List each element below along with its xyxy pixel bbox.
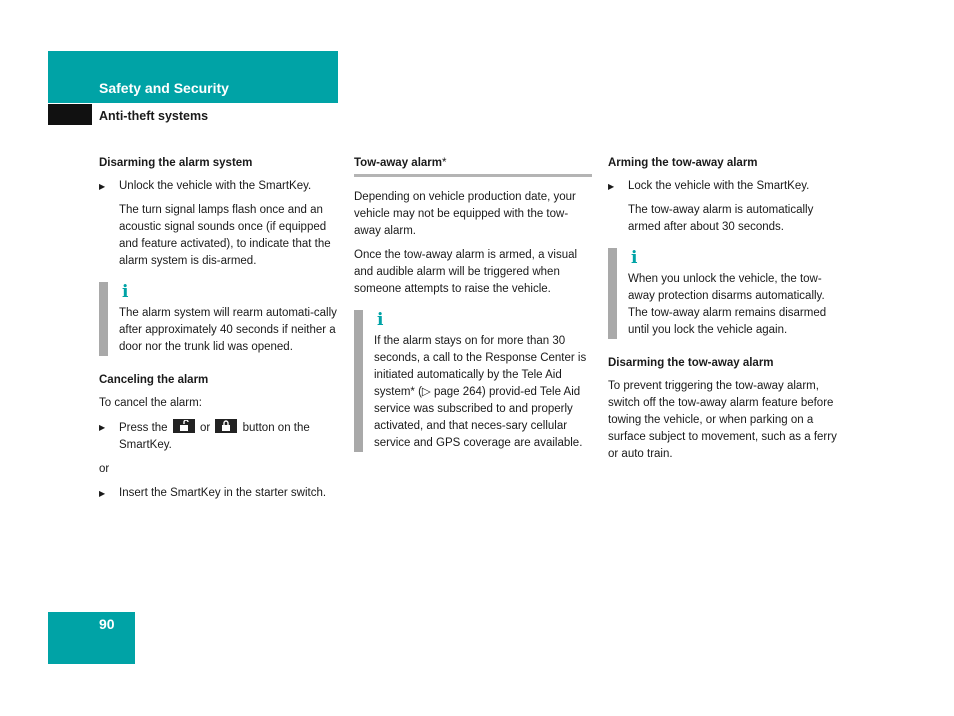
instruction-text: Unlock the vehicle with the SmartKey. — [119, 180, 312, 192]
info-text: The alarm system will rearm automati-cally after approximately 40 seconds if neither a door nor the trunk lid was opened. — [119, 307, 337, 353]
info-bar — [354, 310, 363, 452]
paragraph-armed: Once the tow-away alarm is armed, a visual and audible alarm will be triggered when someone attempts to raise the vehicle. — [354, 249, 578, 295]
info-icon: i — [377, 310, 384, 330]
info-box — [354, 310, 592, 452]
cancel-intro: To cancel the alarm: — [99, 397, 202, 409]
instruction-text: Lock the vehicle with the SmartKey. — [628, 180, 810, 192]
info-icon: i — [122, 282, 129, 302]
instruction-post: button on the SmartKey. — [119, 422, 310, 451]
instruction-or: or — [199, 422, 211, 434]
paragraph-production-date: Depending on vehicle production date, your vehicle may not be equipped with the tow-away alarm. — [354, 191, 576, 237]
subsection-title: Anti-theft systems — [99, 109, 209, 123]
column-2 — [354, 155, 592, 466]
unlock-key-icon — [173, 419, 195, 433]
paragraph-prevent-trigger: To prevent triggering the tow-away alarm, switch off the tow-away alarm feature before towing the vehicle, or when parking on a surface subject to movement, such as a ferry or auto train. — [608, 380, 837, 460]
info-bar — [608, 248, 617, 339]
lock-key-icon — [215, 419, 237, 433]
heading-canceling-alarm: Canceling the alarm — [99, 374, 209, 386]
or-text: or — [99, 463, 110, 475]
info-text: When you unlock the vehicle, the tow-away protection disarms automatically. The tow-away alarm remains disarmed until you lock the vehicle again. — [628, 273, 827, 336]
instruction-text: Insert the SmartKey in the starter switch. — [119, 487, 327, 499]
info-box — [608, 248, 846, 339]
heading-disarming-alarm: Disarming the alarm system — [99, 157, 253, 169]
section-title: Safety and Security — [99, 80, 229, 96]
bullet-triangle-icon: ▶ — [608, 182, 615, 191]
instruction-press-button — [99, 419, 337, 454]
heading-text: Tow-away alarm — [354, 157, 442, 169]
page-number-box — [48, 612, 135, 664]
instruction-pre: Press the — [119, 422, 168, 434]
result-text: The tow-away alarm is automatically armed after about 30 seconds. — [628, 204, 814, 233]
info-icon: i — [631, 248, 638, 268]
info-bar — [99, 282, 108, 356]
instruction-insert-key — [99, 485, 337, 502]
optional-star: * — [442, 157, 447, 169]
bullet-triangle-icon: ▶ — [99, 182, 106, 191]
column-3 — [608, 155, 846, 470]
info-text: If the alarm stays on for more than 30 seconds, a call to the Response Center is initiated automatically by the Tele Aid system* (▷ page 264) provid-ed Tele Aid service was subscribed to and properly activated, and that neces-sary cellular service and GPS coverage are available. — [374, 335, 587, 449]
info-box — [99, 282, 337, 356]
heading-disarming-tow-away: Disarming the tow-away alarm — [608, 357, 774, 369]
bullet-triangle-icon: ▶ — [99, 489, 106, 498]
result-text: The turn signal lamps flash once and an acoustic signal sounds once (if equipped and feature activated), to indicate that the alarm system is dis-armed. — [119, 204, 331, 267]
heading-tow-away-alarm — [354, 155, 592, 177]
heading-arming-tow-away: Arming the tow-away alarm — [608, 157, 758, 169]
instruction-lock — [608, 178, 846, 195]
bullet-triangle-icon: ▶ — [99, 423, 106, 432]
column-1 — [99, 155, 337, 509]
page-number: 90 — [99, 616, 115, 632]
section-marker — [48, 104, 92, 125]
instruction-unlock — [99, 178, 337, 195]
